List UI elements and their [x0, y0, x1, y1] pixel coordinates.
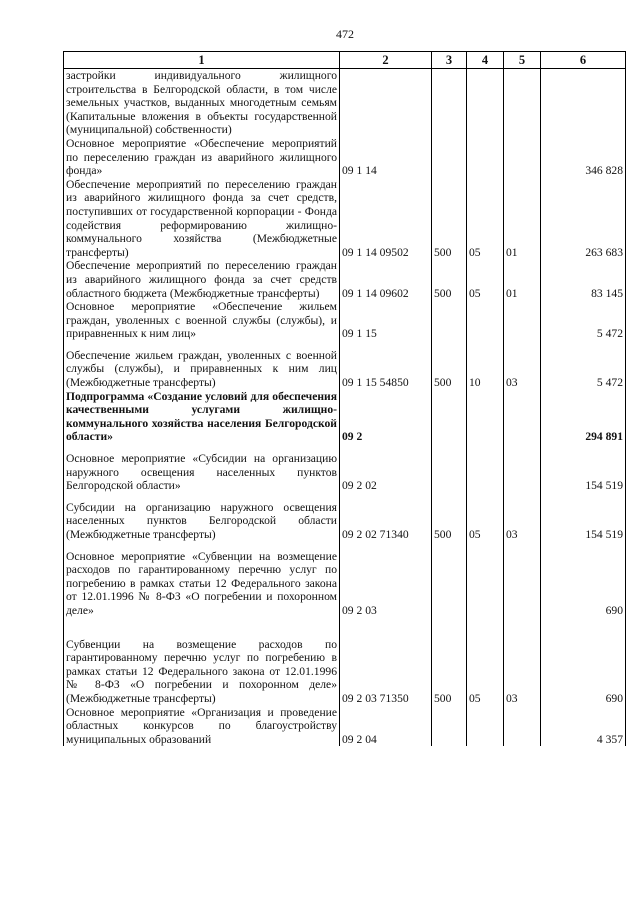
row-col-4 [467, 137, 504, 178]
row-amount: 294 891 [541, 390, 626, 444]
header-col-3: 3 [432, 52, 467, 69]
row-spacer [64, 618, 626, 638]
row-col-5: 03 [504, 501, 541, 542]
row-col-3: 500 [432, 178, 467, 260]
row-amount [541, 69, 626, 137]
row-amount: 4 357 [541, 706, 626, 747]
row-code [340, 69, 432, 137]
row-code: 09 2 [340, 390, 432, 444]
row-amount: 690 [541, 550, 626, 618]
row-col-5 [504, 452, 541, 493]
row-col-4: 05 [467, 259, 504, 300]
row-col-3 [432, 390, 467, 444]
header-col-5: 5 [504, 52, 541, 69]
table-row [64, 137, 626, 178]
table-row [64, 706, 626, 747]
row-col-3 [432, 706, 467, 747]
row-col-4 [467, 550, 504, 618]
row-col-4 [467, 390, 504, 444]
row-code: 09 2 02 [340, 452, 432, 493]
row-code: 09 1 15 [340, 300, 432, 341]
row-amount: 5 472 [541, 300, 626, 341]
table-row [64, 550, 626, 618]
row-code: 09 1 14 09602 [340, 259, 432, 300]
row-col-4 [467, 300, 504, 341]
row-col-5: 03 [504, 638, 541, 706]
header-col-4: 4 [467, 52, 504, 69]
table-row [64, 69, 626, 137]
page-number: 472 [336, 27, 354, 41]
header-col-2: 2 [340, 52, 432, 69]
row-spacer [64, 493, 626, 501]
row-col-5 [504, 390, 541, 444]
row-description: Основное мероприятие «Субвенции на возмещение расходов по гарантированному перечню услуг по погребению в рамках статьи 12 Федерального закона от 12.01.1996 № 8-ФЗ «О погребении и похоронном деле» [64, 550, 340, 618]
row-col-4: 05 [467, 501, 504, 542]
row-col-3 [432, 69, 467, 137]
row-spacer [64, 444, 626, 452]
row-code: 09 2 02 71340 [340, 501, 432, 542]
row-description: Основное мероприятие «Обеспечение мероприятий по переселению граждан из аварийного жилищного фонда» [64, 137, 340, 178]
row-amount: 154 519 [541, 501, 626, 542]
row-col-5: 01 [504, 178, 541, 260]
row-description: Основное мероприятие «Организация и проведение областных конкурсов по благоустройству муниципальных образований [64, 706, 340, 747]
row-code: 09 1 15 54850 [340, 349, 432, 390]
row-description: Обеспечение мероприятий по переселению граждан из аварийного жилищного фонда за счет средств, поступивших от государственной корпорации - Фонда содействия реформированию жилищно-коммунального хозяйства (Межбюджетные трансферты) [64, 178, 340, 260]
row-amount: 263 683 [541, 178, 626, 260]
row-code: 09 2 04 [340, 706, 432, 747]
row-col-5 [504, 706, 541, 747]
row-col-3 [432, 300, 467, 341]
row-description: Основное мероприятие «Обеспечение жильем граждан, уволенных с военной службы (службы), и приравненных к ним лиц» [64, 300, 340, 341]
row-code: 09 1 14 09502 [340, 178, 432, 260]
row-code: 09 1 14 [340, 137, 432, 178]
table-row [64, 259, 626, 300]
row-description: Субвенции на возмещение расходов по гарантированному перечню услуг по погребению в рамках статьи 12 Федерального закона от 12.01.1996 № 8-ФЗ «О погребении и похоронном деле» (Межбюджетные трансферты) [64, 638, 340, 706]
row-col-4 [467, 706, 504, 747]
row-col-3: 500 [432, 349, 467, 390]
row-code: 09 2 03 71350 [340, 638, 432, 706]
row-col-4: 05 [467, 178, 504, 260]
row-amount: 83 145 [541, 259, 626, 300]
row-col-5 [504, 137, 541, 178]
row-col-3 [432, 452, 467, 493]
row-col-5 [504, 300, 541, 341]
row-col-4 [467, 69, 504, 137]
row-amount: 154 519 [541, 452, 626, 493]
table-row [64, 349, 626, 390]
table-row [64, 452, 626, 493]
row-col-3: 500 [432, 501, 467, 542]
row-col-5: 01 [504, 259, 541, 300]
row-description: Основное мероприятие «Субсидии на организацию наружного освещения населенных пунктов Белгородской области» [64, 452, 340, 493]
row-col-5 [504, 69, 541, 137]
row-col-3 [432, 550, 467, 618]
row-amount: 346 828 [541, 137, 626, 178]
table-row [64, 501, 626, 542]
header-col-6: 6 [541, 52, 626, 69]
budget-table [63, 51, 626, 746]
row-col-4 [467, 452, 504, 493]
table-row [64, 178, 626, 260]
row-description: Субсидии на организацию наружного освещения населенных пунктов Белгородской области (Межбюджетные трансферты) [64, 501, 340, 542]
row-description: застройки индивидуального жилищного строительства в Белгородской области, в том числе земельных участков, выданных многодетным семьям (Капитальные вложения в объекты государственной (муниципальной) собственности) [64, 69, 340, 137]
row-description: Обеспечение мероприятий по переселению граждан из аварийного жилищного фонда за счет средств областного бюджета (Межбюджетные трансферты) [64, 259, 340, 300]
table-header-row [64, 52, 626, 69]
row-code: 09 2 03 [340, 550, 432, 618]
row-col-3: 500 [432, 259, 467, 300]
row-col-3: 500 [432, 638, 467, 706]
row-description: Подпрограмма «Создание условий для обеспечения качественными услугами жилищно-коммунального хозяйства населения Белгородской области» [64, 390, 340, 444]
table-row [64, 638, 626, 706]
row-col-4: 10 [467, 349, 504, 390]
row-description: Обеспечение жильем граждан, уволенных с военной службы (службы), и приравненных к ним лиц (Межбюджетные трансферты) [64, 349, 340, 390]
row-amount: 690 [541, 638, 626, 706]
row-amount: 5 472 [541, 349, 626, 390]
row-col-4: 05 [467, 638, 504, 706]
row-col-3 [432, 137, 467, 178]
row-spacer [64, 542, 626, 550]
row-col-5 [504, 550, 541, 618]
table-row-subprogram [64, 390, 626, 444]
row-spacer [64, 341, 626, 349]
table-row [64, 300, 626, 341]
header-col-1: 1 [64, 52, 340, 69]
row-col-5: 03 [504, 349, 541, 390]
